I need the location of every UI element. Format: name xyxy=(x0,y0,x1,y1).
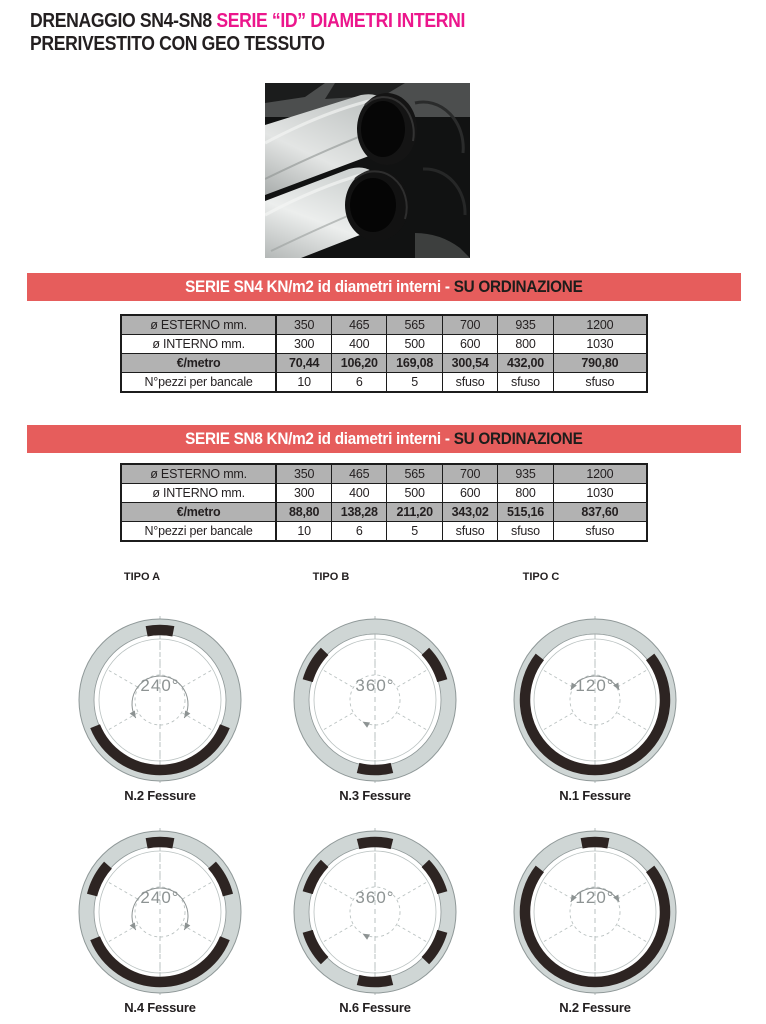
pipe-section-diagram-4 xyxy=(75,827,245,997)
table-sn4-body xyxy=(121,315,647,392)
table-row xyxy=(121,335,647,354)
table-sn8-body xyxy=(121,464,647,541)
row-label: ø ESTERNO mm. xyxy=(121,315,276,335)
cell-value: 300,54 xyxy=(442,354,497,373)
cell-value: 837,60 xyxy=(553,503,647,522)
row-label: N°pezzi per bancale xyxy=(121,522,276,542)
cell-value: 350 xyxy=(276,315,331,335)
table-row xyxy=(121,484,647,503)
cell-value: 565 xyxy=(387,315,442,335)
table-row xyxy=(121,464,647,484)
row-label: ø INTERNO mm. xyxy=(121,484,276,503)
cell-value: sfuso xyxy=(498,522,553,542)
table-row xyxy=(121,354,647,373)
page-title-pink: SERIE “ID” DIAMETRI INTERNI xyxy=(216,10,465,32)
tipo-c-label: TIPO C xyxy=(522,571,560,583)
diagram-caption-1: N.2 Fessure xyxy=(124,788,196,803)
cell-value: 700 xyxy=(442,315,497,335)
row-label: ø INTERNO mm. xyxy=(121,335,276,354)
cell-value: 600 xyxy=(442,484,497,503)
cell-value: 70,44 xyxy=(276,354,331,373)
banner-sn8-text xyxy=(185,429,582,449)
table-row xyxy=(121,503,647,522)
banner-sn8 xyxy=(27,425,741,453)
cell-value: sfuso xyxy=(553,522,647,542)
pipe-section-svg xyxy=(75,827,245,997)
table-sn4 xyxy=(120,314,648,393)
cell-value: 5 xyxy=(387,522,442,542)
cell-value: 800 xyxy=(498,484,553,503)
angle-label: 240° xyxy=(140,888,180,907)
pipe-section-svg xyxy=(290,615,460,785)
pipes-photo-svg xyxy=(265,83,470,258)
row-label: ø ESTERNO mm. xyxy=(121,464,276,484)
cell-value: 800 xyxy=(498,335,553,354)
cell-value: 343,02 xyxy=(442,503,497,522)
banner-sn4-black: SU ORDINAZIONE xyxy=(453,277,583,296)
pipe-section-svg xyxy=(510,615,680,785)
cell-value: 169,08 xyxy=(387,354,442,373)
cell-value: 1030 xyxy=(553,335,647,354)
diagram-caption-6: N.2 Fessure xyxy=(559,1000,631,1015)
cell-value: 935 xyxy=(498,315,553,335)
cell-value: 5 xyxy=(387,373,442,393)
banner-sn4 xyxy=(27,273,741,301)
cell-value: 565 xyxy=(387,464,442,484)
cell-value: 350 xyxy=(276,464,331,484)
cell-value: 465 xyxy=(332,464,387,484)
table-row xyxy=(121,522,647,542)
banner-sn4-white: SERIE SN4 KN/m2 id diametri interni - xyxy=(185,277,454,296)
angle-label: 120° xyxy=(575,888,615,907)
cell-value: 10 xyxy=(276,522,331,542)
page-title xyxy=(30,10,465,33)
cell-value: 6 xyxy=(332,373,387,393)
pipe-section-svg xyxy=(290,827,460,997)
diagram-caption-4: N.4 Fessure xyxy=(124,1000,196,1015)
cell-value: sfuso xyxy=(442,373,497,393)
diagram-caption-3: N.1 Fessure xyxy=(559,788,631,803)
cell-value: 106,20 xyxy=(332,354,387,373)
cell-value: sfuso xyxy=(498,373,553,393)
cell-value: 10 xyxy=(276,373,331,393)
cell-value: 1200 xyxy=(553,315,647,335)
cell-value: 935 xyxy=(498,464,553,484)
cell-value: 515,16 xyxy=(498,503,553,522)
cell-value: 790,80 xyxy=(553,354,647,373)
row-label: €/metro xyxy=(121,354,276,373)
pipe-section-svg xyxy=(510,827,680,997)
cell-value: 138,28 xyxy=(332,503,387,522)
angle-label: 120° xyxy=(575,676,615,695)
angle-label: 240° xyxy=(140,676,180,695)
cell-value: 600 xyxy=(442,335,497,354)
pipe-section-diagram-2 xyxy=(290,615,460,785)
table-row xyxy=(121,315,647,335)
table-sn8 xyxy=(120,463,648,542)
cell-value: 400 xyxy=(332,484,387,503)
pipe-section-diagram-5 xyxy=(290,827,460,997)
pipe-section-diagram-1 xyxy=(75,615,245,785)
cell-value: 700 xyxy=(442,464,497,484)
banner-sn4-text xyxy=(185,277,582,297)
page-title-black: DRENAGGIO SN4-SN8 xyxy=(30,10,212,32)
cell-value: 432,00 xyxy=(498,354,553,373)
row-label: N°pezzi per bancale xyxy=(121,373,276,393)
angle-label: 360° xyxy=(355,888,395,907)
pipe-section-diagram-3 xyxy=(510,615,680,785)
page-header xyxy=(30,10,524,56)
cell-value: sfuso xyxy=(442,522,497,542)
page-subtitle: PRERIVESTITO CON GEO TESSUTO xyxy=(30,33,325,55)
cell-value: sfuso xyxy=(553,373,647,393)
diagram-caption-2: N.3 Fessure xyxy=(339,788,411,803)
cell-value: 1030 xyxy=(553,484,647,503)
cell-value: 400 xyxy=(332,335,387,354)
pipe-section-svg xyxy=(75,615,245,785)
cell-value: 1200 xyxy=(553,464,647,484)
row-label: €/metro xyxy=(121,503,276,522)
diagram-caption-5: N.6 Fessure xyxy=(339,1000,411,1015)
cell-value: 300 xyxy=(276,335,331,354)
banner-sn8-black: SU ORDINAZIONE xyxy=(453,429,583,448)
cell-value: 500 xyxy=(387,335,442,354)
cell-value: 300 xyxy=(276,484,331,503)
cell-value: 500 xyxy=(387,484,442,503)
cell-value: 6 xyxy=(332,522,387,542)
angle-label: 360° xyxy=(355,676,395,695)
cell-value: 211,20 xyxy=(387,503,442,522)
cell-value: 465 xyxy=(332,315,387,335)
cell-value: 88,80 xyxy=(276,503,331,522)
tipo-a-label: TIPO A xyxy=(123,571,161,583)
pipe-section-diagram-6 xyxy=(510,827,680,997)
table-row xyxy=(121,373,647,393)
banner-sn8-white: SERIE SN8 KN/m2 id diametri interni - xyxy=(185,429,454,448)
product-photo xyxy=(265,83,470,258)
tipo-b-label: TIPO B xyxy=(312,571,350,583)
